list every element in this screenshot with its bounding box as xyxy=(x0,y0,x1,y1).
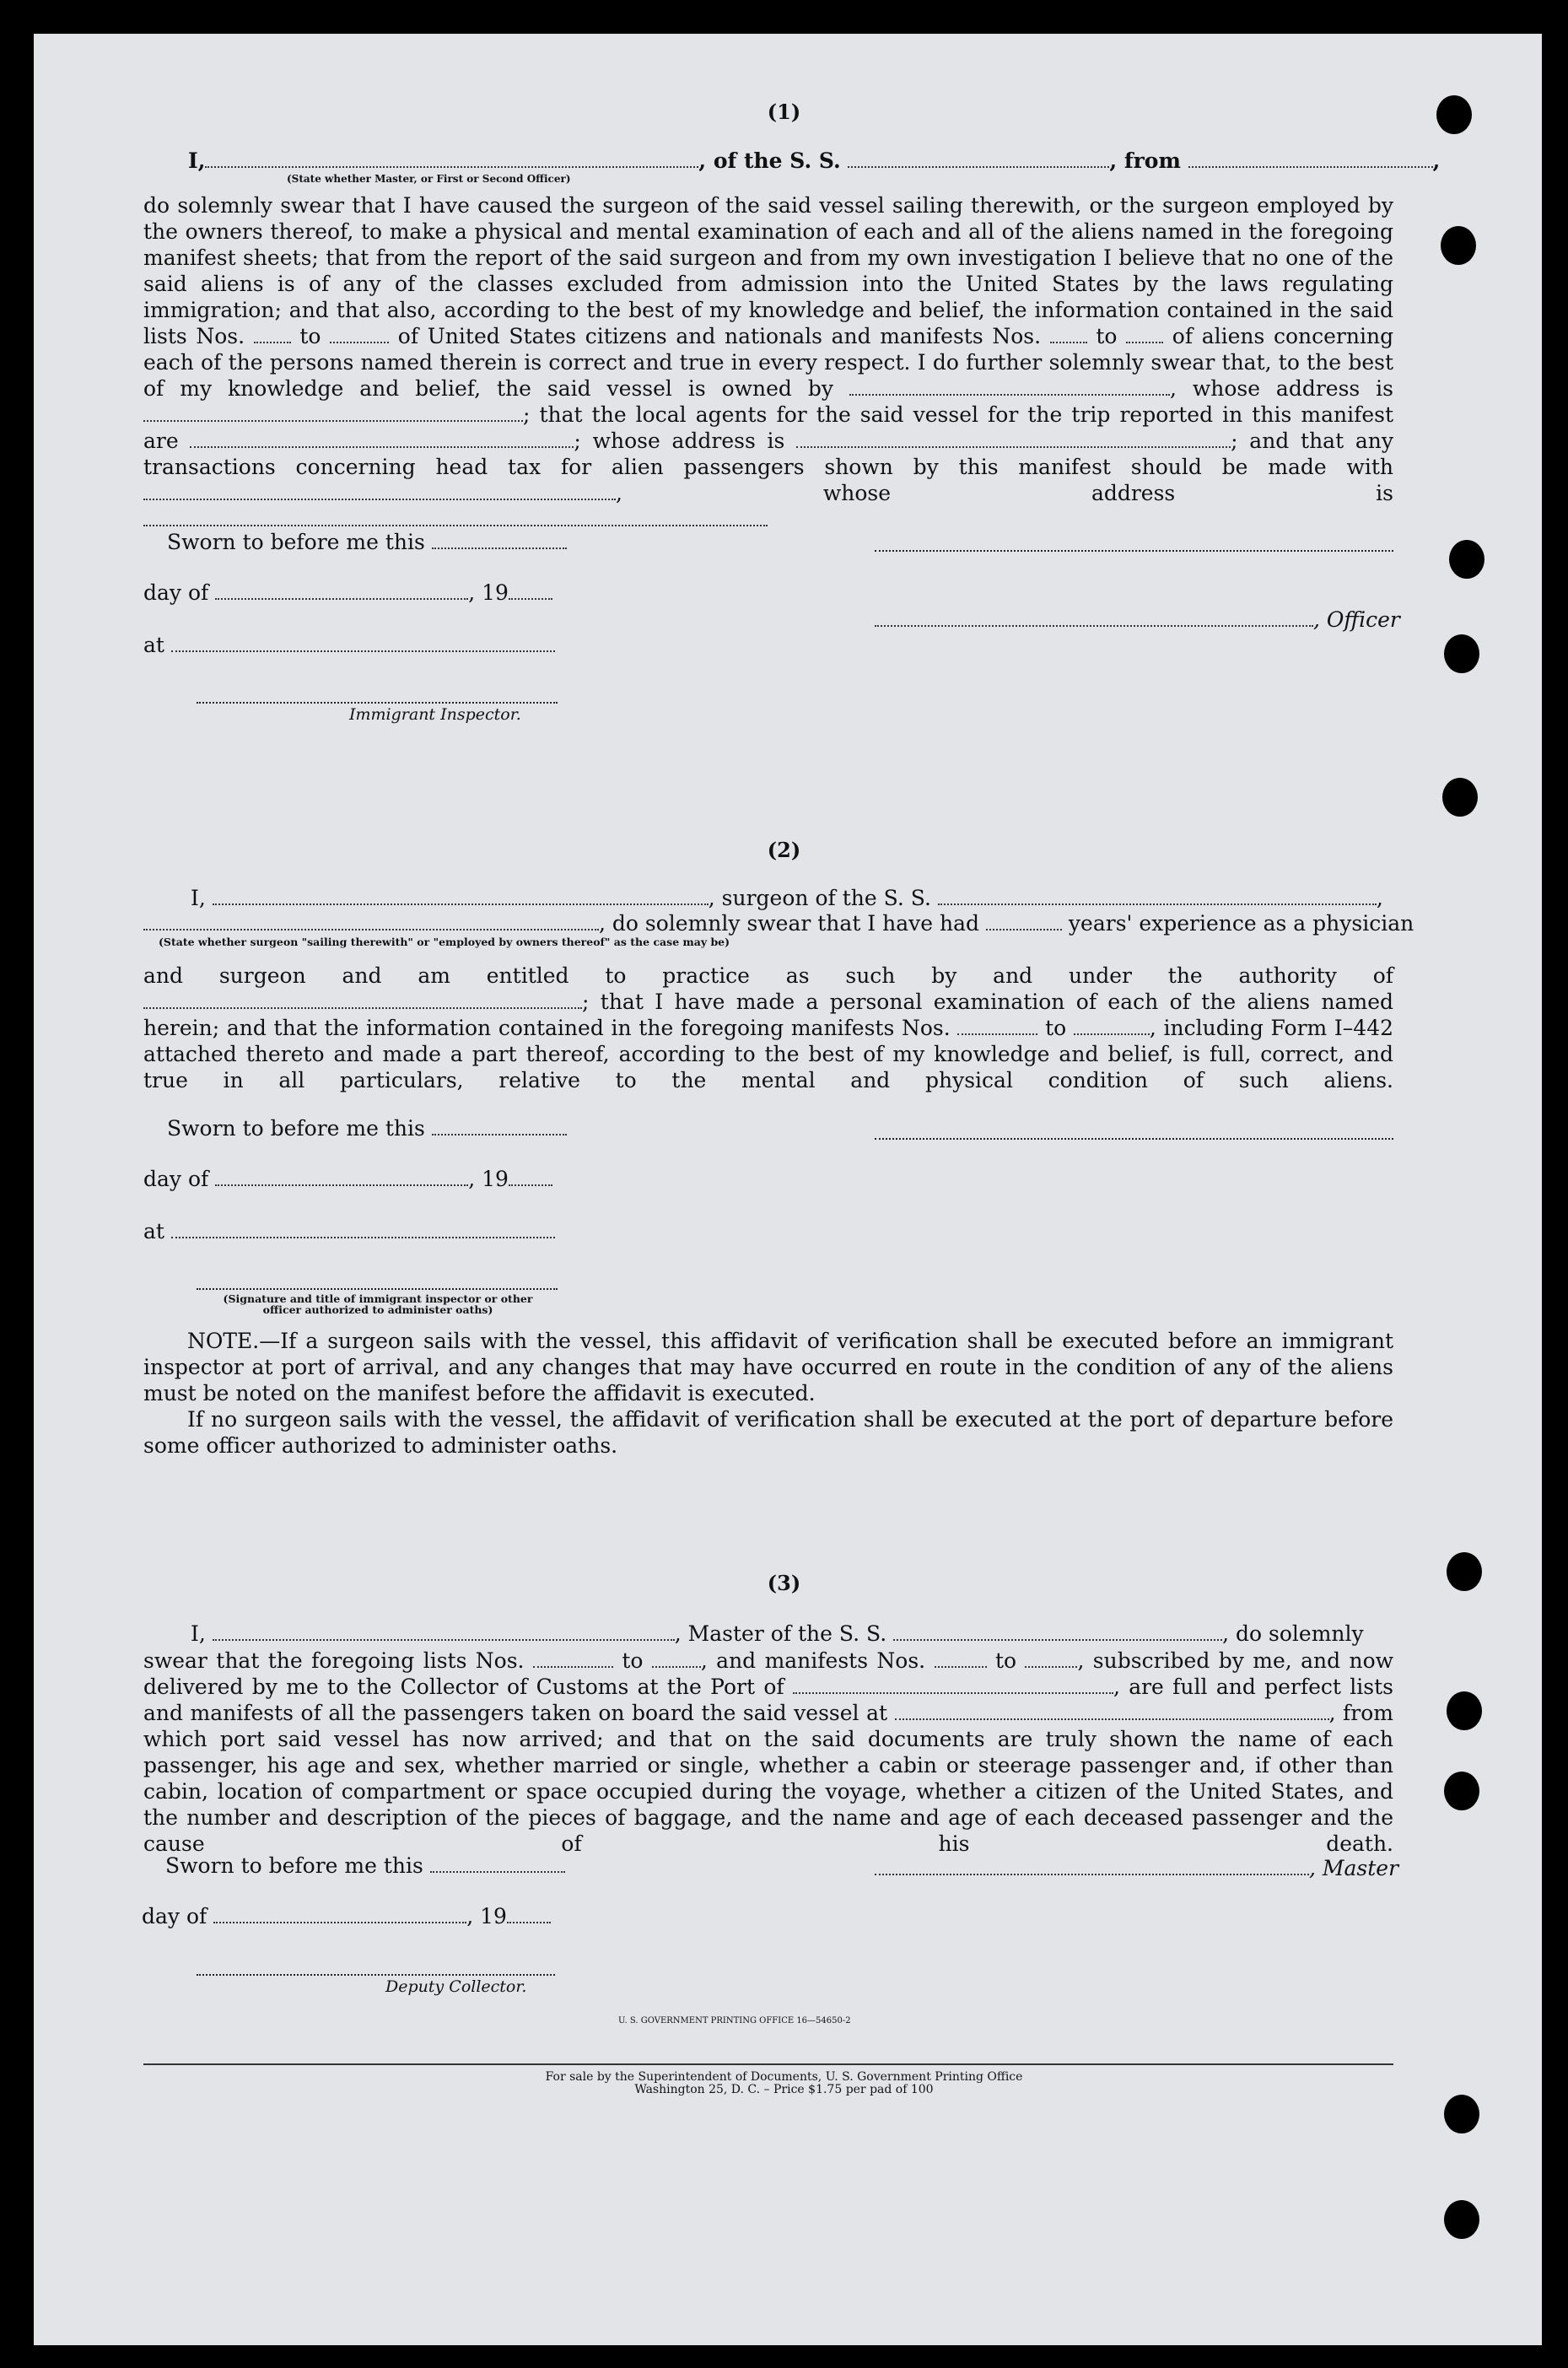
s2-line2: , do solemnly swear that I have had years' experience as a physician xyxy=(143,911,1414,936)
s2-line1: I, , surgeon of the S. S. , xyxy=(191,886,1383,910)
s1-place-field[interactable] xyxy=(171,634,555,652)
agents-field[interactable] xyxy=(190,429,574,448)
officer-signature-field[interactable] xyxy=(875,608,1313,627)
punch-hole xyxy=(1444,1772,1479,1810)
s2-manifests-from-field[interactable] xyxy=(957,1017,1037,1035)
collector-signature-line[interactable] xyxy=(197,1972,555,1976)
manifests-to-field[interactable] xyxy=(1126,325,1163,343)
deputy-collector-caption: Deputy Collector. xyxy=(385,1977,527,1996)
s3-lists-from-field[interactable] xyxy=(533,1649,613,1668)
s1-line1: I, , of the S. S. , from , xyxy=(188,148,1441,173)
s1-month-field[interactable] xyxy=(215,581,468,600)
s1-at: at xyxy=(143,633,555,658)
s2-at: at xyxy=(143,1219,555,1244)
gpo-imprint: U. S. GOVERNMENT PRINTING OFFICE 16—54650-2 xyxy=(618,2016,851,2025)
s1-officer: , Officer xyxy=(875,607,1400,633)
master-name-field[interactable] xyxy=(213,1622,675,1641)
footer-rule xyxy=(143,2063,1393,2065)
surgeon-status-note: (State whether surgeon "sailing therewith" or "employed by owners thereof" as the case may be) xyxy=(159,936,730,948)
punch-hole xyxy=(1442,778,1478,817)
section-2-oath: and surgeon and am entitled to practice as such by and under the authority of ; that I have made a personal examination of each of the aliens named herein; and that the information contained in the foregoing manifests Nos. to , including Form I–442 attached thereto and made a part thereof, according to the best of my knowledge and belief, is full, correct, and true in all particulars, relative to the mental and physical condition of such aliens. xyxy=(143,963,1394,1092)
s2-year-field[interactable] xyxy=(509,1168,552,1186)
section-3-oath: swear that the foregoing lists Nos. to , and manifests Nos. to , subscribed by me, and now delivered by me to the Collector of Customs at the Port of , are full and perfect lists and manifests of all the passengers taken on board the said vessel at , from which port said vessel has now arrived; and that on the said documents are truly shown the name of each passenger, his age and sex, whether married or single, whether a cabin or steerage passenger and, if other than cabin, location of compartment or space occupied during the voyage, whether a citizen of the United States, and the number and description of the pieces of baggage, and the name and age of each deceased passenger and the cause of his death. xyxy=(143,1648,1394,1856)
s2-signature-line[interactable] xyxy=(875,1136,1393,1140)
s3-month-field[interactable] xyxy=(213,1905,466,1923)
years-experience-field[interactable] xyxy=(986,912,1062,930)
owner-field[interactable] xyxy=(849,377,1170,396)
s3-line1: I, , Master of the S. S. , do solemnly xyxy=(191,1621,1364,1646)
section-2-note: NOTE.—If a surgeon sails with the vessel, this affidavit of verification shall be executed before an immigrant inspector at port of arrival, and any changes that may have occurred en route in the condition of any of the aliens must be noted on the manifest before the affidavit is executed. xyxy=(143,1329,1393,1405)
punch-hole xyxy=(1449,540,1484,579)
rank-note: (State whether Master, or First or Second Officer) xyxy=(287,173,571,185)
surgeon-name-field[interactable] xyxy=(213,887,709,905)
section-2-note-2: If no surgeon sails with the vessel, the affidavit of verification shall be executed at the port of departure before some officer authorized to administer oaths. xyxy=(143,1407,1393,1458)
sale-line-2: Washington 25, D. C. – Price $1.75 per pad of 100 xyxy=(634,2083,934,2096)
authority-field[interactable] xyxy=(143,990,582,1009)
s1-day-of: day of , 19 xyxy=(143,580,552,606)
section-2-number: (2) xyxy=(767,838,801,862)
punch-hole xyxy=(1441,226,1476,265)
embarkation-port-field[interactable] xyxy=(895,1702,1329,1720)
agents-address-field[interactable] xyxy=(796,429,1231,448)
s2-signature-note: (Signature and title of immigrant inspector or other officer authorized to administer oaths) xyxy=(223,1292,533,1316)
s1-signature-line[interactable] xyxy=(875,548,1393,552)
s1-sworn: Sworn to before me this xyxy=(167,530,567,555)
vessel-name-field[interactable] xyxy=(848,149,1109,168)
note-label: NOTE. xyxy=(187,1329,260,1353)
s3-sworn-date-field[interactable] xyxy=(430,1854,565,1873)
head-tax-contact-field[interactable] xyxy=(143,482,616,500)
s1-year-field[interactable] xyxy=(509,581,552,600)
s2-day-of: day of , 19 xyxy=(143,1167,552,1192)
owner-address-field[interactable] xyxy=(143,403,523,422)
lists-to-field[interactable] xyxy=(330,325,389,343)
s3-manifests-to-field[interactable] xyxy=(1025,1649,1077,1668)
punch-hole xyxy=(1447,1691,1482,1730)
s3-master: , Master xyxy=(875,1856,1398,1881)
s3-day-of: day of , 19 xyxy=(142,1904,551,1929)
contact-address-field[interactable] xyxy=(143,508,768,526)
s3-manifests-from-field[interactable] xyxy=(935,1649,987,1668)
section-3-number: (3) xyxy=(767,1571,801,1595)
s2-month-field[interactable] xyxy=(215,1168,468,1186)
inspector-caption: Immigrant Inspector. xyxy=(349,705,521,724)
inspector-signature-line[interactable] xyxy=(197,700,558,704)
s3-lists-to-field[interactable] xyxy=(652,1649,701,1668)
master-signature-field[interactable] xyxy=(875,1857,1309,1875)
s3-year-field[interactable] xyxy=(507,1905,551,1923)
section-1-number: (1) xyxy=(767,100,801,124)
customs-port-field[interactable] xyxy=(793,1675,1113,1694)
punch-hole xyxy=(1444,2095,1479,2133)
s2-sworn: Sworn to before me this xyxy=(167,1116,567,1141)
lists-from-field[interactable] xyxy=(254,325,291,343)
s1-sworn-date-field[interactable] xyxy=(432,531,567,549)
s3-vessel-field[interactable] xyxy=(893,1622,1222,1641)
port-from-field[interactable] xyxy=(1188,149,1433,168)
s2-inspector-signature-line[interactable] xyxy=(197,1286,558,1290)
sale-line-1: For sale by the Superintendent of Documents, U. S. Government Printing Office xyxy=(545,2070,1023,2084)
section-1-oath: do solemnly swear that I have caused the surgeon of the said vessel sailing therewith, or the surgeon employed by the owners thereof, to make a physical and mental examination of each and all of the aliens named in the foregoing manifest sheets; that from the report of the said surgeon and from my own investigation I believe that no one of the said aliens is of any of the classes excluded from admission into the United States by the laws regulating immigration; and that also, according to the best of my knowledge and belief, the information contained in the said lists Nos. to of United States citizens and nationals and manifests Nos. to of aliens concerning each of the persons named therein is correct and true in every respect. I do further solemnly swear that, to the best of my knowledge and belief, the said vessel is owned by , whose address is ; that the local agents for the said vessel for the trip reported in this manifest are ; whose address is ; and that any transactions concerning head tax for alien passengers shown by this manifest should be made with , whose address is xyxy=(143,192,1393,484)
officer-rank-field[interactable] xyxy=(205,149,698,168)
s2-vessel-field[interactable] xyxy=(938,887,1377,905)
s3-sworn: Sworn to before me this xyxy=(165,1853,565,1879)
s2-manifests-to-field[interactable] xyxy=(1074,1017,1150,1035)
punch-hole xyxy=(1444,634,1479,673)
s2-place-field[interactable] xyxy=(171,1220,555,1238)
surgeon-status-field[interactable] xyxy=(143,912,599,930)
punch-hole xyxy=(1444,2200,1479,2239)
s2-sworn-date-field[interactable] xyxy=(432,1117,567,1135)
manifests-from-field[interactable] xyxy=(1050,325,1087,343)
